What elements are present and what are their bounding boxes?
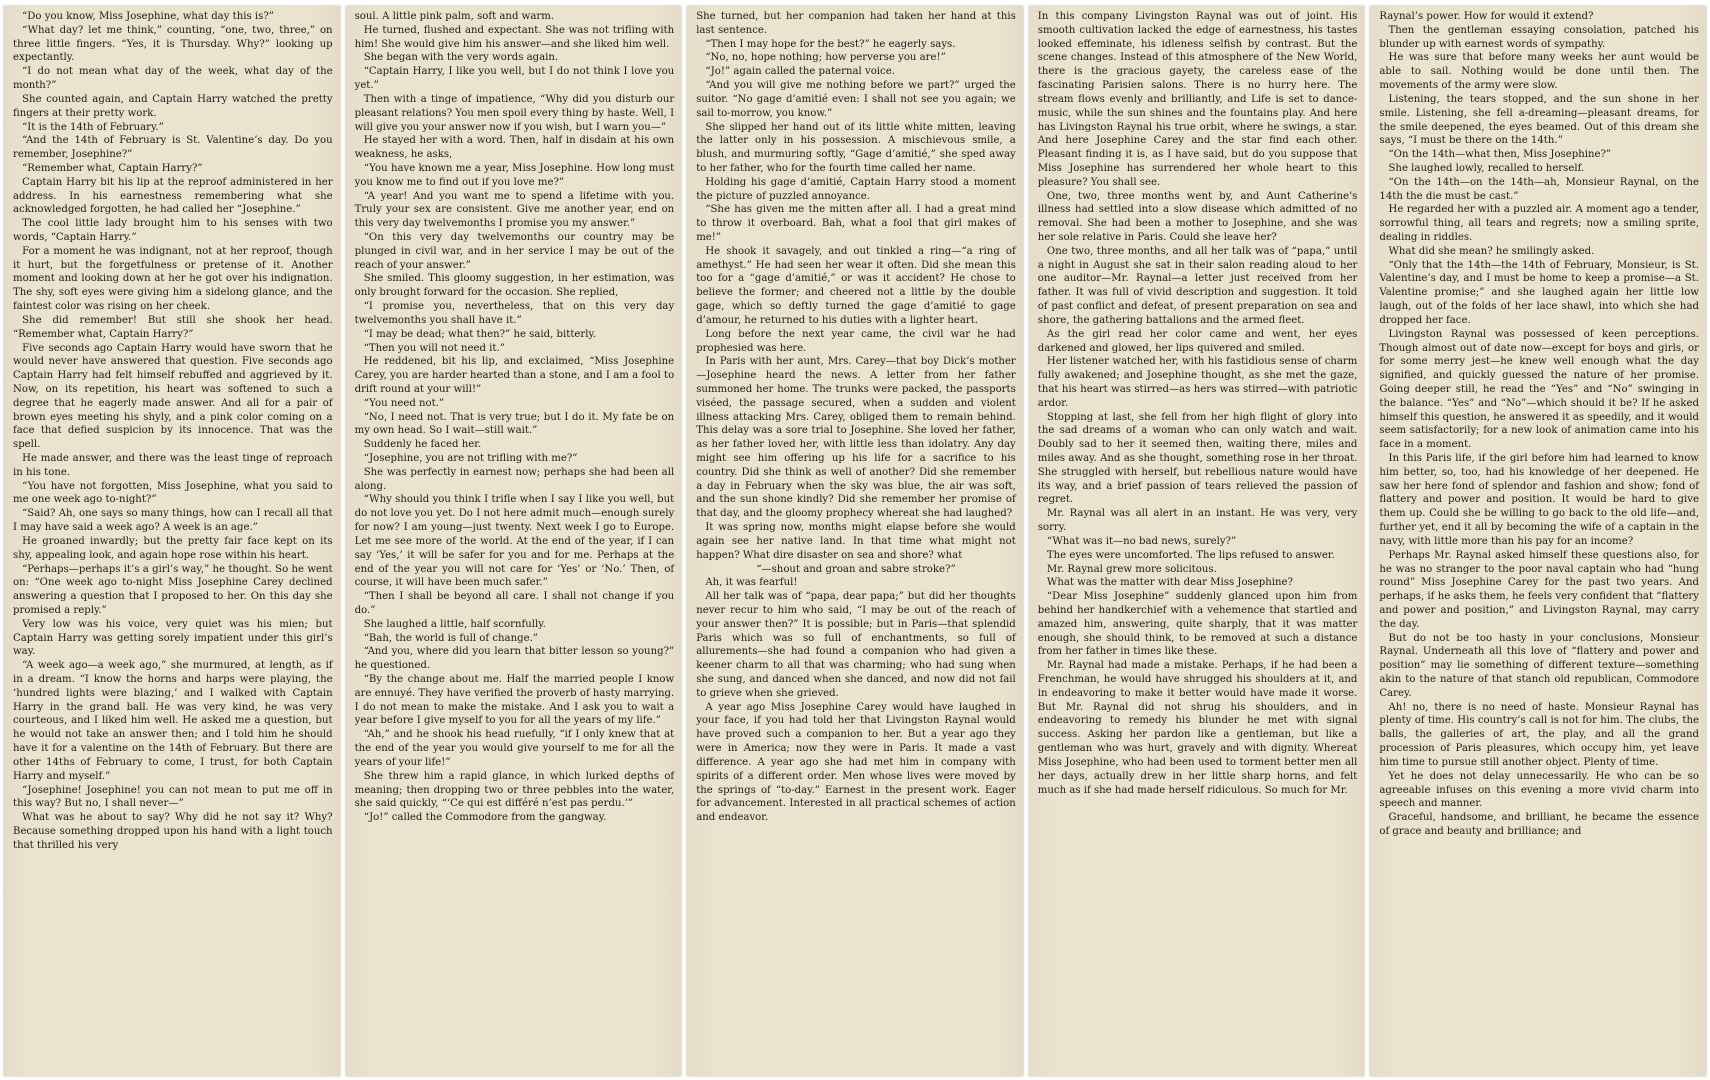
paragraph: He stayed her with a word. Then, half in disdain at his own weakness, he asks, xyxy=(354,135,675,161)
paragraph: “You have not forgotten, Miss Josephine, what you said to me one week ago to-night?” xyxy=(13,480,333,506)
paragraph: “Dear Miss Josephine” suddenly glanced upon him from behind her handkerchief with a vehemence that startled and amazed him, answering, quite sharply, that it was matter enough, she should think, to be removed at such a distance from her father in times like these. xyxy=(1037,591,1358,658)
paragraph: As the girl read her color came and went, her eyes darkened and glowed, her lips quivered and smiled. xyxy=(1037,328,1358,354)
paragraph: Graceful, handsome, and brilliant, he became the essence of grace and beauty and brilliance; and xyxy=(1379,812,1699,837)
paragraph: “Josephine! Josephine! you can not mean to put me off in this way? But no, I shall never—” xyxy=(13,784,333,810)
paragraph: “A year! And you want me to spend a lifetime with you. Truly your sex are consistent. Give me another year, end on this very day twelvemonths I promise you my answer.” xyxy=(354,190,675,230)
paragraph: It was spring now, months might elapse before she would again see her native land. In that time what might not happen? What dire disaster on sea and shore? what xyxy=(696,522,1016,561)
paragraph: He made answer, and there was the least tinge of reproach in his tone. xyxy=(13,453,333,478)
paragraph: One two, three months, and all her talk was of “papa,” until a night in August she sat in their salon reading aloud to her one auditor—Mr. Raynal—a letter just received from her father. It was full of vivid description and suggestion. It told of past conflict and defeat, of present preparation on sea and shore, the gathering battalions and the armed fleet. xyxy=(1037,245,1358,326)
paragraph: She turned, but her companion had taken her hand at this last sentence. xyxy=(696,11,1016,36)
paragraph: “You have known me a year, Miss Josephine. How long must you know me to find out if you love me?” xyxy=(354,162,675,188)
paragraph: Mr. Raynal had made a mistake. Perhaps, if he had been a Frenchman, he would have shrugged his shoulders at it, and in endeavoring to make it better would have made it worse. But Mr. Raynal did not shrug his shoulders, and in endeavoring to remedy his blunder he met with signal success. Asking her pardon like a gentleman, but like a gentleman who was hurt, gravely and with dignity. Whereat Miss Josephine, who had been used to torment better men all her days, actually drew in her little sharp horns, and felt much as if she had made herself ridiculous. So much for Mr. xyxy=(1037,660,1358,796)
paragraph: But do not be too hasty in your conclusions, Monsieur Raynal. Underneath all this love of “flattery and power and position” may lie something of different texture—something akin to the nature of that stanch old republican, Commodore Carey. xyxy=(1379,632,1699,699)
paragraph: “I do not mean what day of the week, what day of the month?” xyxy=(13,66,333,92)
text-column-1 xyxy=(4,6,340,1076)
paragraph: “Captain Harry, I like you well, but I do not think I love you yet.” xyxy=(354,66,675,92)
paragraph: Yet he does not delay unnecessarily. He who can be so agreeable infuses on this evening a more vivid charm into speech and manner. xyxy=(1379,770,1699,810)
paragraph: Perhaps Mr. Raynal asked himself these questions also, for he was no stranger to the poor naval captain who had “hung round” Miss Josephine Carey for the past two years. And perhaps, if he asks them, he feels very confident that “flattery and power and position,” and Livingston Raynal, may carry the day. xyxy=(1379,549,1699,630)
paragraph: “Then I may hope for the best?” he eagerly says. xyxy=(705,38,956,50)
paragraph: “By the change about me. Half the married people I know are ennuyé. They have verified the proverb of hasty marrying. I do not mean to make the mistake. And I ask you to wait a year before I give myself to you for all the years of my life.” xyxy=(354,674,675,727)
text-column-5 xyxy=(1370,6,1706,1076)
paragraph: “—shout and groan and sabre stroke?” xyxy=(756,563,956,575)
paragraph: She laughed lowly, recalled to herself. xyxy=(1388,162,1585,174)
paragraph: Ah, it was fearful! xyxy=(705,577,798,589)
paragraph: Raynal’s power. How for would it extend? xyxy=(1379,11,1594,22)
paragraph: “Remember what, Captain Harry?” xyxy=(22,162,203,174)
paragraph: “No, no, hope nothing; how perverse you are!” xyxy=(705,52,946,64)
paragraph: What was he about to say? Why did he not say it? Why? Because something dropped upon his hand with a light touch that thrilled his very xyxy=(13,812,333,851)
paragraph: “Then I shall be beyond all care. I shall not change if you do.” xyxy=(354,591,675,616)
paragraph: She slipped her hand out of its little white mitten, leaving the latter only in his possession. A mischievous smile, a blush, and murmuring softly, “Gage d’amitié,” she sped away to her father, who for the fourth time called her name. xyxy=(696,121,1016,174)
paragraph: One, two, three months went by, and Aunt Catherine’s illness had settled into a slow disease which admitted of no removal. She had been a mother to Josephine, and she was her sole relative in Paris. Could she leave her? xyxy=(1037,190,1358,243)
paragraph: He was sure that before many weeks her aunt would be able to sail. Nothing would be done until then. The movements of the army were slow. xyxy=(1379,52,1699,92)
paragraph: The cool little lady brought him to his senses with two words, “Captain Harry.” xyxy=(13,218,333,243)
paragraph: Her listener watched her, with his fastidious sense of charm fully awakened; and Josephine thought, as she met the gaze, that his heart was stirred—as hers was stirred—with patriotic ardor. xyxy=(1037,356,1358,409)
paragraph: Then the gentleman essaying consolation, patched his blunder up with earnest words of sympathy. xyxy=(1379,24,1699,50)
paragraph: In this company Livingston Raynal was out of joint. His smooth cultivation lacked the edge of earnestness, his tastes looked effeminate, his idleness selfish by contrast. But the scene changes. Instead of this atmosphere of the New World, there is the gracious gayety, the careless ease of the fascinating Parisien salons. There is no hurry here. The stream flows evenly and brilliantly, and Life is set to dance-music, while the sun shines and the fountains play. And here has Livingston Raynal his true orbit, where he swings, a star. And here Josephine Carey and the star find each other. Pleasant finding it is, as I have said, but do you suppose that Miss Josephine has surrendered her whole heart to this pleasure? You shall see. xyxy=(1037,11,1358,188)
paragraph: Captain Harry bit his lip at the reproof administered in her address. In his earnestness remembering what she acknowledged forgotten, he had called her “Josephine.” xyxy=(13,176,333,216)
text-column-4 xyxy=(1029,6,1365,1076)
paragraph: Mr. Raynal grew more solicitous. xyxy=(1046,563,1217,575)
paragraph: She smiled. This gloomy suggestion, in her estimation, was only brought forward for the occasion. She replied, xyxy=(354,273,675,299)
paragraph: Then with a tinge of impatience, “Why did you disturb our pleasant relations? You men spoil every thing by haste. Well, I will give you your answer now if you wish, but I warn you—” xyxy=(354,93,675,133)
paragraph: “And the 14th of February is St. Valentine’s day. Do you remember, Josephine?” xyxy=(13,135,333,161)
paragraph: She did remember! But still she shook her head. “Remember what, Captain Harry?” xyxy=(13,314,333,340)
paragraph: Livingston Raynal was possessed of keen perceptions. Though almost out of date now—except for boys and girls, or for some merry jest—he knew well enough what the day signified, and quickly guessed the nature of her promise. Going deeper still, he read the “Yes” and “No” swinging in the balance. “Yes” and “No”—which should it be? If he asked himself this question, he answered it as speedily, and it would seem satisfactorily; for a new look of animation came into his face in a moment. xyxy=(1379,328,1699,451)
text-column-2 xyxy=(346,6,682,1076)
text-column-3 xyxy=(687,6,1023,1076)
paragraph: What did she mean? he smilingly asked. xyxy=(1388,245,1595,257)
paragraph: “No, I need not. That is very true; but I do it. My fate be on my own head. So I wait—still wait.” xyxy=(354,411,675,437)
paragraph: He turned, flushed and expectant. She was not trifling with him! She would give him his answer—and she liked him well. xyxy=(354,24,675,50)
paragraph: In Paris with her aunt, Mrs. Carey—that boy Dick’s mother—Josephine heard the news. A letter from her father summoned her home. The trunks were packed, the passports viséed, the passage secured, when a sudden and violent illness attacking Mrs. Carey, obliged them to remain behind. This delay was a sore trial to Josephine. She loved her father, as her father loved her, with little less than idolatry. Any day might see him offering up his life for a sacrifice to his country. Did she think as well of another? Did she remember a day in February when the sky was blue, the air was soft, and the sun shone kindly? Did she remember her promise of that day, and the gloomy prophecy whereat she had laughed? xyxy=(696,356,1016,520)
paragraph: “What day? let me think,” counting, “one, two, three,” on three little fingers. “Yes, it is Thursday. Why?” looking up expectantly. xyxy=(13,24,333,64)
paragraph: “And you, where did you learn that bitter lesson so young?” he questioned. xyxy=(354,646,675,672)
paragraph: “Josephine, you are not trifling with me?” xyxy=(363,453,578,464)
paragraph: “Said? Ah, one says so many things, how can I recall all that I may have said a week ago? A week is an age.” xyxy=(13,508,333,534)
paragraph: “Perhaps—perhaps it’s a girl’s way,” he thought. So he went on: “One week ago to-night Miss Josephine Carey declined answering a question that I proposed to her. On this day she promised a reply.” xyxy=(13,563,333,616)
paragraph: Suddenly he faced her. xyxy=(363,439,482,451)
paragraph: He shook it savagely, and out tinkled a ring—“a ring of amethyst.” He had seen her wear it often. Did she mean this too for a “gage d’amitié,” or was it accident? He chose to believe the former; and cheered not a little by the double gage, which so deftly turned the gage d’amitié to gage d’amour, he returned to his duties with a lighter heart. xyxy=(696,245,1016,326)
paragraph: A year ago Miss Josephine Carey would have laughed in your face, if you had told her that Livingston Raynal would have proved such a companion to her. But a year ago they were in America; now they were in Paris. It made a vast difference. A year ago she had met him in company with spirits of a different order. Men whose lives were moved by the springs of “to-day.” Earnest in the present work. Eager for advancement. Interested in all practical schemes of action and endeavor. xyxy=(696,701,1016,824)
paragraph: She counted again, and Captain Harry watched the pretty fingers at their pretty work. xyxy=(13,93,333,119)
paragraph: She threw him a rapid glance, in which lurked depths of meaning; then dropping two or three pebbles into the water, she said quickly, “‘Ce qui est différé n’est pas perdu.’” xyxy=(354,770,675,810)
paragraph: “A week ago—a week ago,” she murmured, at length, as if in a dream. “I know the horns and harps were playing, the ‘hundred lights were blazing,’ and I walked with Captain Harry in the grand ball. He was very kind, he was very courteous, and I liked him well. He asked me a question, but he would not take an answer then; and I told him he should have it for a valentine on the 14th of February. But there are other 14ths of February to come, I trust, for both Captain Harry and myself.” xyxy=(13,660,333,782)
paragraph: “Ah,” and he shook his head ruefully, “if I only knew that at the end of the year you would give yourself to me for all the years of your life!” xyxy=(354,729,675,768)
paragraph: “And you will give me nothing before we part?” urged the suitor. “No gage d’amitié even: I shall not see you again; we sail to-morrow, you know.” xyxy=(696,80,1016,119)
paragraph: “Why should you think I trifle when I say I like you well, but do not love you yet. Do I not here admit much—enough surely for now? I am young—just twenty. Next week I go to Europe. Let me see more of the world. At the end of the year, if I can say ‘Yes,’ it will be safer for you and for me. Perhaps at the end of the year you will not care for ‘Yes’ or ‘No.’ Then, of course, it will have been much safer.” xyxy=(354,494,675,589)
paragraph: He regarded her with a puzzled air. A moment ago a tender, sorrowful thing, all tears and regrets; now a smiling sprite, dealing in riddles. xyxy=(1379,204,1699,243)
paragraph: He reddened, bit his lip, and exclaimed, “Miss Josephine Carey, you are harder hearted than a stone, and I am a fool to drift round at your will!” xyxy=(354,356,675,395)
paragraph: “On the 14th—on the 14th—ah, Monsieur Raynal, on the 14th the die must be cast.” xyxy=(1379,176,1699,202)
paragraph: In this Paris life, if the girl before him had learned to know him better, so, too, had his knowledge of her deepened. He saw her here fond of splendor and fashion and show; fond of flattery and power and position. It would be hard to give them up. Could she be willing to go back to the old life—and, further yet, end it all by becoming the wife of a captain in the navy, with little more than his pay for an income? xyxy=(1379,453,1699,547)
paragraph: “Bah, the world is full of change.” xyxy=(363,632,538,644)
paragraph: She laughed a little, half scornfully. xyxy=(363,618,546,630)
paragraph: “On the 14th—what then, Miss Josephine?” xyxy=(1388,149,1612,161)
paragraph: Long before the next year came, the civil war he had prophesied was here. xyxy=(696,328,1016,354)
paragraph: “She has given me the mitten after all. I had a great mind to throw it overboard. Bah, what a fool that girl makes of me!” xyxy=(696,204,1016,243)
paragraph: “Jo!” called the Commodore from the gangway. xyxy=(363,812,607,824)
paragraph: All her talk was of “papa, dear papa;” but did her thoughts never recur to him who said, “I may be out of the reach of your answer then?” It is possible; but in Paris—that splendid Paris which was so full of enchantments, so full of allurements—she had found a companion who had given a keener charm to all that was charming; who had sung when she sung, and danced when she danced, and now did not fail to grieve when she grieved. xyxy=(696,591,1016,699)
paragraph: For a moment he was indignant, not at her reproof, though it hurt, but the forgetfulness or pretense of it. Another moment and looking down at her he got over his indignation. The shy, soft eyes were giving him a sidelong glance, and the faintest color was rising on her cheek. xyxy=(13,245,333,313)
paragraph: Listening, the tears stopped, and the sun shone in her smile. Listening, she fell a-dreaming—pleasant dreams, for the smile deepened, the eyes beamed. Out of this dream she says, “I must be there on the 14th.” xyxy=(1379,93,1699,147)
paragraph: Very low was his voice, very quiet was his mien; but Captain Harry was getting sorely impatient under this girl’s way. xyxy=(13,618,333,658)
paragraph: Mr. Raynal was all alert in an instant. He was very, very sorry. xyxy=(1037,508,1358,534)
paragraph: “What was it—no bad news, surely?” xyxy=(1046,535,1237,547)
paragraph: “Do you know, Miss Josephine, what day this is?” xyxy=(22,11,274,22)
paragraph: She began with the very words again. xyxy=(363,52,559,64)
paragraph: “I may be dead; what then?” he said, bitterly. xyxy=(363,328,597,340)
paragraph: What was the matter with dear Miss Josephine? xyxy=(1046,577,1293,589)
paragraph: “It is the 14th of February.” xyxy=(22,121,164,133)
paragraph: Stopping at last, she fell from her high flight of glory into the sad dreams of a woman who can only watch and wait. Doubly sad to her it seemed then, waiting there, miles and miles away. And as she thought, something rose in her throat. She struggled with herself, but rebellious nature would have its way, and a brief passion of tears relieved the passion of regret. xyxy=(1037,411,1358,506)
paragraph: Ah! no, there is no need of haste. Monsieur Raynal has plenty of time. His country’s call is not for him. The clubs, the balls, the galleries of art, the play, and all the grand procession of Paris pleasures, which occupy him, yet leave him time to pursue still another object. Plenty of time. xyxy=(1379,701,1699,768)
paragraph: soul. A little pink palm, soft and warm. xyxy=(354,11,555,22)
paragraph: “Jo!” again called the paternal voice. xyxy=(705,66,895,78)
paragraph: Holding his gage d’amitié, Captain Harry stood a moment the picture of puzzled annoyance. xyxy=(696,176,1016,202)
paragraph: The eyes were uncomforted. The lips refused to answer. xyxy=(1046,549,1335,561)
paragraph: He groaned inwardly; but the pretty fair face kept on its shy, appealing look, and again hope rose within his heart. xyxy=(13,535,333,561)
paragraph: Five seconds ago Captain Harry would have sworn that he would never have answered that question. Five seconds ago Captain Harry had felt himself rebuffed and aggrieved by it. Now, on its repetition, his heart was softened to such a degree that he eagerly made answer. And all for a pair of brown eyes meeting his shyly, and a pink color coming on a face that defied suspicion by its innocence. That was the spell. xyxy=(13,342,333,451)
paragraph: She was perfectly in earnest now; perhaps she had been all along. xyxy=(354,466,675,492)
paragraph: “You need not.” xyxy=(363,397,445,409)
paragraph: “I promise you, nevertheless, that on this very day twelvemonths you shall have it.” xyxy=(354,301,675,326)
paragraph: “Only that the 14th—the 14th of February, Monsieur, is St. Valentine’s day, and I must be home to keep a promise—a St. Valentine promise;” and she laughed again her little low laugh, out of the folds of her lace shawl, into which she had dropped her face. xyxy=(1379,259,1699,326)
paragraph: “Then you will not need it.” xyxy=(363,342,505,354)
paragraph: “On this very day twelvemonths our country may be plunged in civil war, and in her service I may be out of the reach of your answer.” xyxy=(354,232,675,271)
